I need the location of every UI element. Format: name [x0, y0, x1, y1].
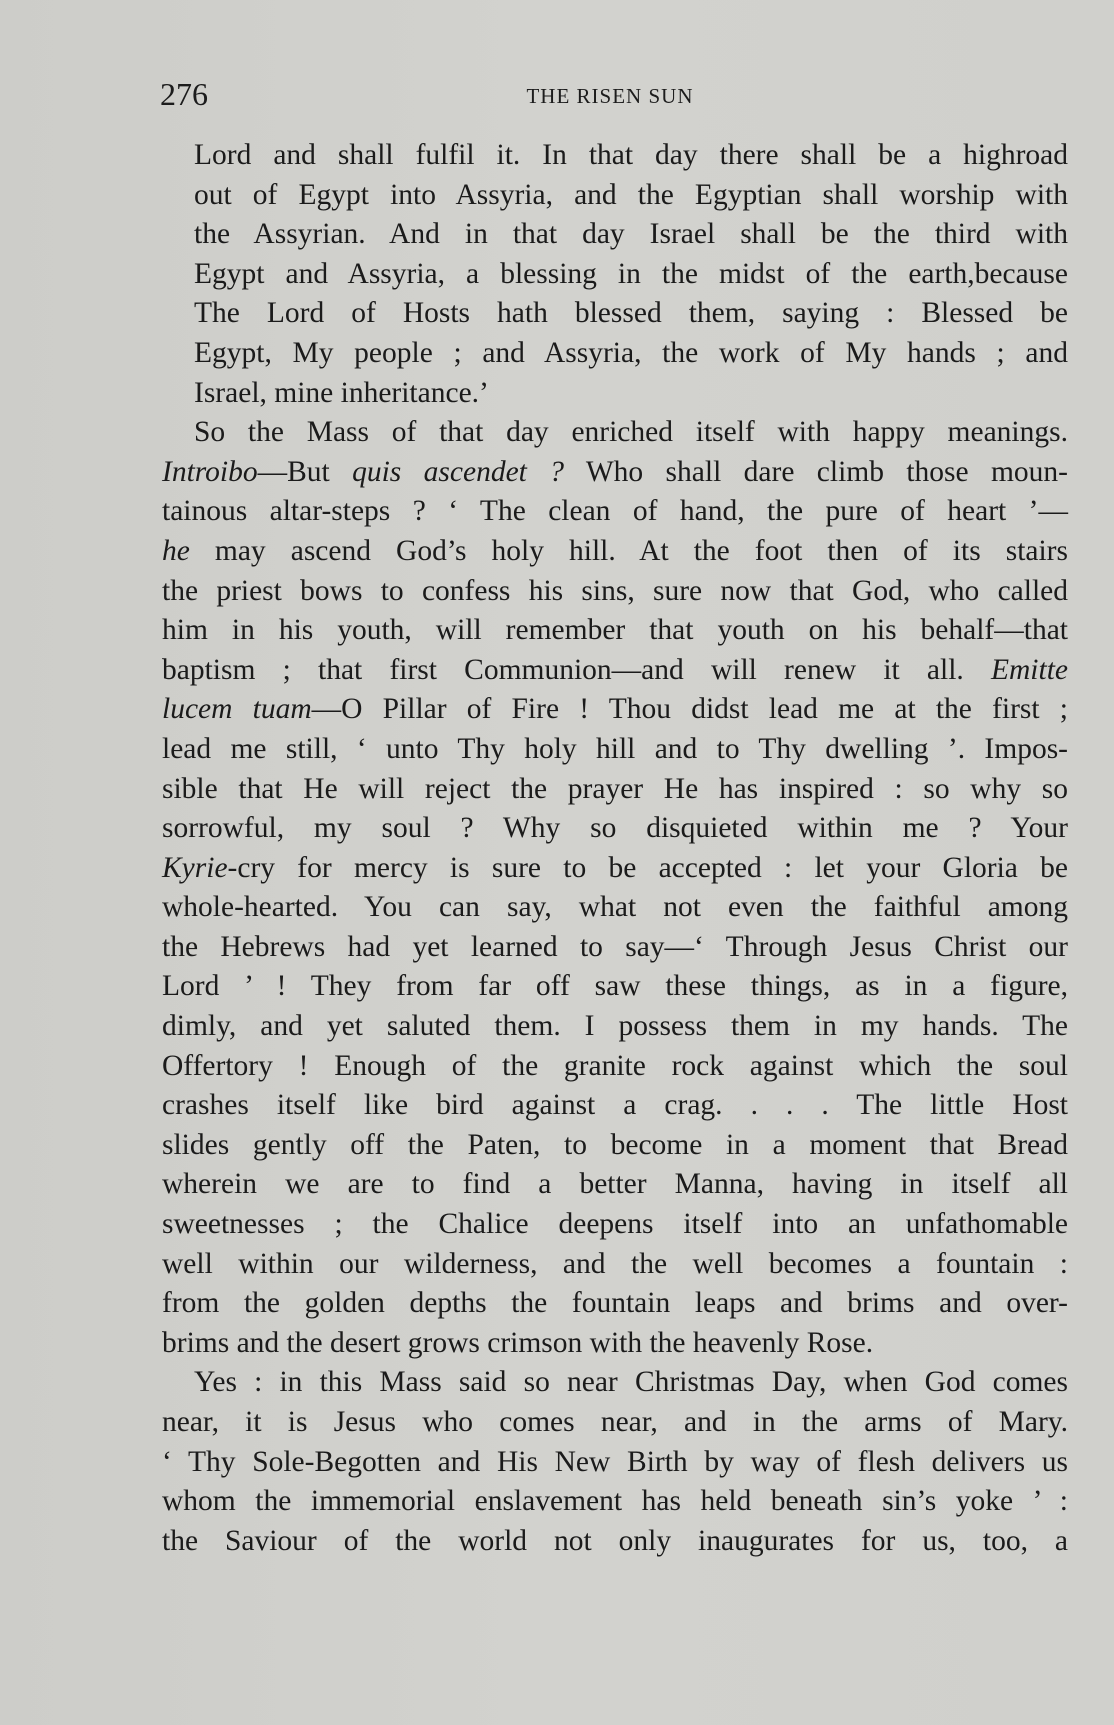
text-line: So the Mass of that day enriched itself with happy meanings. — [194, 416, 1068, 449]
text-line: tainous altar-steps ? ‘ The clean of hand, the pure of heart ’— — [162, 495, 1068, 528]
text-line — [162, 690, 1068, 730]
text-line: sorrowful, my soul ? Why so disquieted within me ? Your — [162, 812, 1068, 845]
text-line: near, it is Jesus who comes near, and in the arms of Mary. — [162, 1406, 1068, 1438]
page-number: 276 — [160, 76, 208, 112]
running-title: THE RISEN SUN — [526, 84, 694, 108]
text-fragment: —O Pillar of Fire ! Thou didst lead me at the first ; — [311, 693, 1068, 726]
text-line: sweetnesses ; the Chalice deepens itself into an unfathomable — [162, 1208, 1068, 1241]
text-line: crashes itself like bird against a crag. . . . The little Host — [162, 1089, 1068, 1122]
text-line: ‘ Thy Sole-Begotten and His New Birth by way of flesh delivers us — [162, 1445, 1068, 1478]
text-line: Yes : in this Mass said so near Christmas Day, when God comes — [194, 1366, 1068, 1399]
text-line: dimly, and yet saluted them. I possess them in my hands. The — [162, 1010, 1068, 1043]
text-fragment: may ascend God’s holy hill. At the foot then of its stairs — [189, 534, 1068, 567]
latin-introibo: Introibo — [162, 455, 258, 488]
text-line: Offertory ! Enough of the granite rock against which the soul — [162, 1049, 1068, 1082]
text-line: whom the immemorial enslavement has held beneath sin’s yoke ’ : — [162, 1485, 1068, 1518]
latin-lucem-tuam: lucem tuam — [162, 693, 312, 726]
text-line — [162, 453, 1068, 493]
text-line: The Lord of Hosts hath blessed them, saying : Blessed be — [194, 297, 1068, 330]
text-line: well within our wilderness, and the well becomes a fountain : — [162, 1247, 1068, 1280]
text-line: the Saviour of the world not only inaugurates for us, too, a — [162, 1524, 1068, 1557]
text-line: Egypt, My people ; and Assyria, the work of My hands ; and — [194, 336, 1068, 369]
text-fragment: baptism ; that first Communion—and will renew it all. — [162, 653, 991, 686]
text-line: Lord ’ ! They from far off saw these things, as in a figure, — [162, 970, 1068, 1003]
text-line: from the golden depths the fountain leaps and brims and over- — [162, 1287, 1068, 1320]
text-line: out of Egypt into Assyria, and the Egyptian shall worship with — [194, 178, 1068, 211]
latin-quis-ascendet: quis ascendet ? — [352, 455, 564, 488]
text-line: the priest bows to confess his sins, sure now that God, who called — [162, 574, 1068, 607]
body-text — [162, 136, 1068, 1561]
text-line: lead me still, ‘ unto Thy holy hill and to Thy dwelling ’. Impos- — [162, 732, 1068, 765]
text-fragment: -cry for mercy is sure to be accepted : let your Gloria be — [227, 851, 1068, 884]
text-fragment: Who shall dare climb those moun- — [564, 455, 1068, 488]
text-fragment: —But — [257, 455, 353, 488]
latin-kyrie: Kyrie — [162, 851, 228, 884]
text-line: the Assyrian. And in that day Israel shall be the third with — [194, 218, 1068, 251]
text-line — [162, 849, 1068, 889]
text-line: the Hebrews had yet learned to say—‘ Through Jesus Christ our — [162, 930, 1068, 963]
text-line — [162, 532, 1068, 572]
text-line: slides gently off the Paten, to become in a moment that Bread — [162, 1128, 1068, 1161]
italic-he: he — [162, 534, 190, 567]
text-line: wherein we are to find a better Manna, having in itself all — [162, 1168, 1068, 1201]
text-line: brims and the desert grows crimson with the heavenly Rose. — [162, 1326, 874, 1359]
latin-emitte: Emitte — [990, 653, 1068, 686]
text-line: Egypt and Assyria, a blessing in the midst of the earth,because — [194, 257, 1068, 290]
text-line: Lord and shall fulfil it. In that day there shall be a highroad — [194, 139, 1068, 171]
text-line — [162, 651, 1068, 691]
text-line: whole-hearted. You can say, what not even the faithful among — [162, 891, 1068, 924]
text-line: him in his youth, will remember that youth on his behalf—that — [162, 614, 1068, 647]
text-line: sible that He will reject the prayer He has inspired : so why so — [162, 772, 1068, 805]
text-line: Israel, mine inheritance.’ — [194, 376, 489, 409]
